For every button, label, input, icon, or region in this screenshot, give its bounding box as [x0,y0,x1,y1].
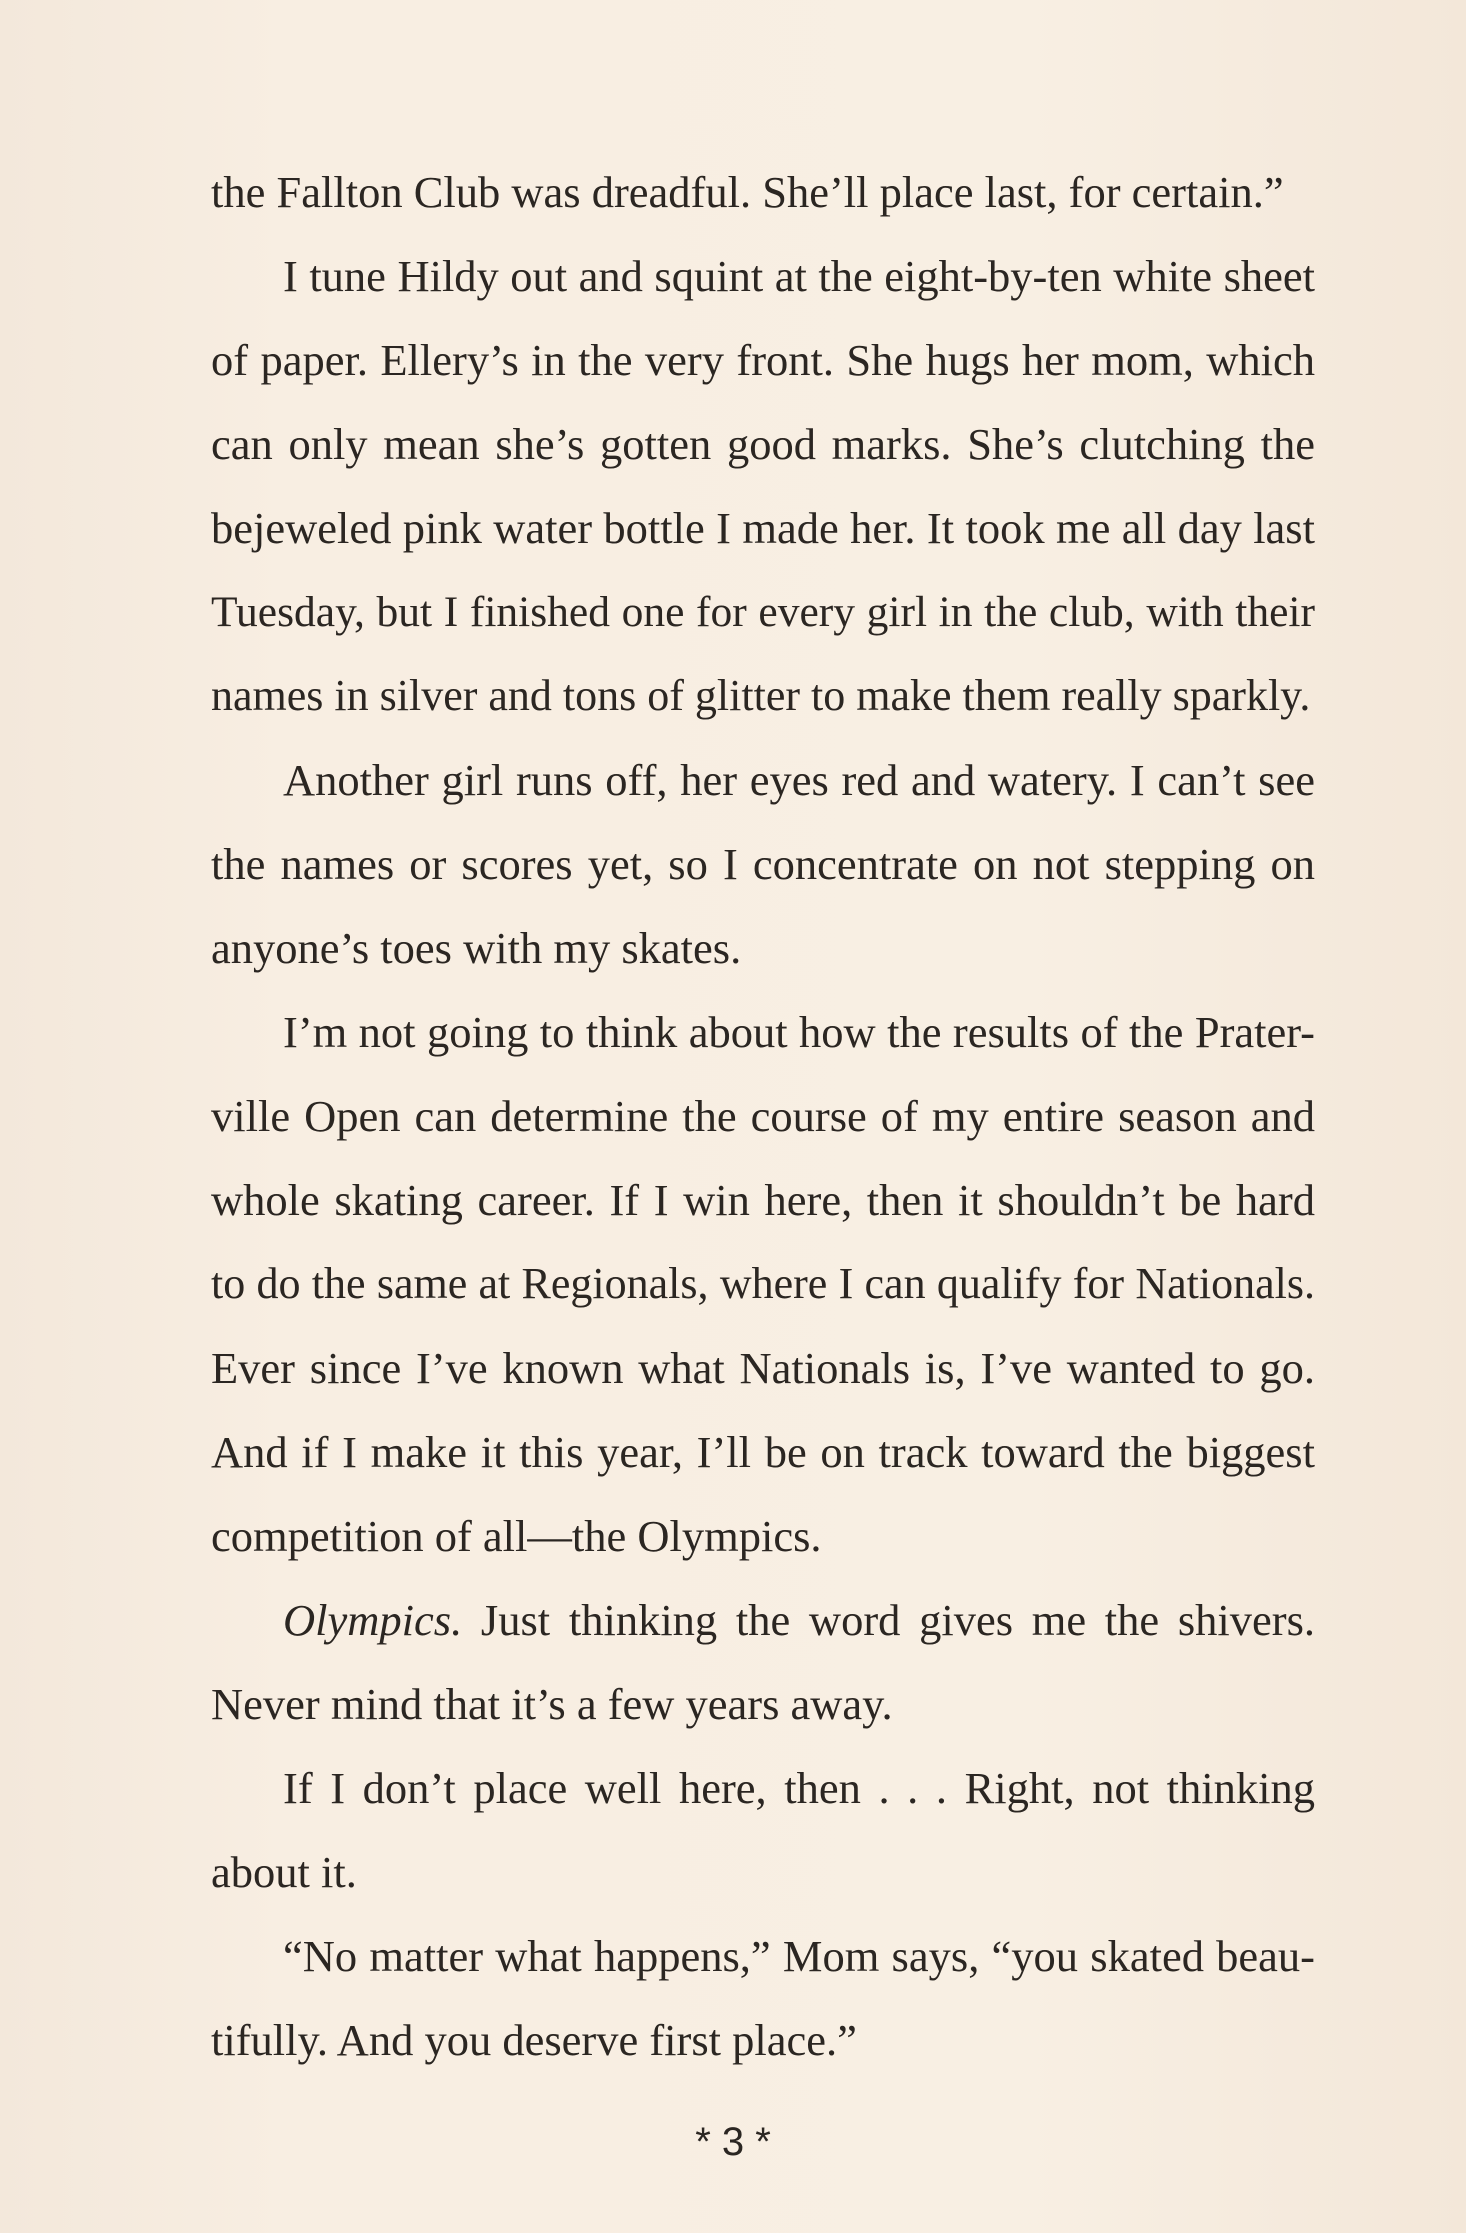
text-line: to do the same at Regionals, where I can qualify for Nationals. [211,1259,1315,1308]
text-line: I tune Hildy out and squint at the eight-by-ten white sheet [283,251,1315,301]
text-line-rest: Just thinking the word gives me the shivers. [480,1595,1316,1645]
text-line: competition of all—the Olympics. [211,1511,822,1561]
text-line: And if I make it this year, I’ll be on track toward the biggest [211,1427,1315,1477]
text-line: can only mean she’s gotten good marks. She’s clutching the [211,419,1315,469]
text-line: Never mind that it’s a few years away. [211,1679,893,1729]
text-line: the names or scores yet, so I concentrate on not stepping on [211,839,1315,889]
text-line: about it. [211,1847,357,1897]
text-line: the Fallton Club was dreadful. She’ll place last, for certain.” [211,167,1284,217]
text-line: I’m not going to think about how the results of the Prater- [283,1007,1315,1057]
page-number: * 3 * [695,2120,771,2164]
text-line: Tuesday, but I finished one for every girl in the club, with their [211,588,1315,636]
text-line: Ever since I’ve known what Nationals is, I’ve wanted to go. [211,1343,1315,1393]
text-line: ville Open can determine the course of my entire season and [211,1091,1315,1141]
text-line: anyone’s toes with my skates. [211,923,742,973]
text-line: of paper. Ellery’s in the very front. She hugs her mom, which [211,335,1315,385]
text-line: tifully. And you deserve first place.” [211,2015,857,2065]
italic-word: Olympics. [283,1595,463,1645]
text-line: If I don’t place well here, then . . . Right, not thinking [283,1763,1315,1813]
text-line: “No matter what happens,” Mom says, “you skated beau- [283,1931,1315,1981]
text-line: Another girl runs off, her eyes red and watery. I can’t see [283,755,1315,805]
text-line: whole skating career. If I win here, then it shouldn’t be hard [211,1175,1315,1225]
text-line: names in silver and tons of glitter to make them really sparkly. [211,671,1311,720]
text-line: bejeweled pink water bottle I made her. It took me all day last [211,503,1315,553]
text-line [283,1578,1315,1662]
